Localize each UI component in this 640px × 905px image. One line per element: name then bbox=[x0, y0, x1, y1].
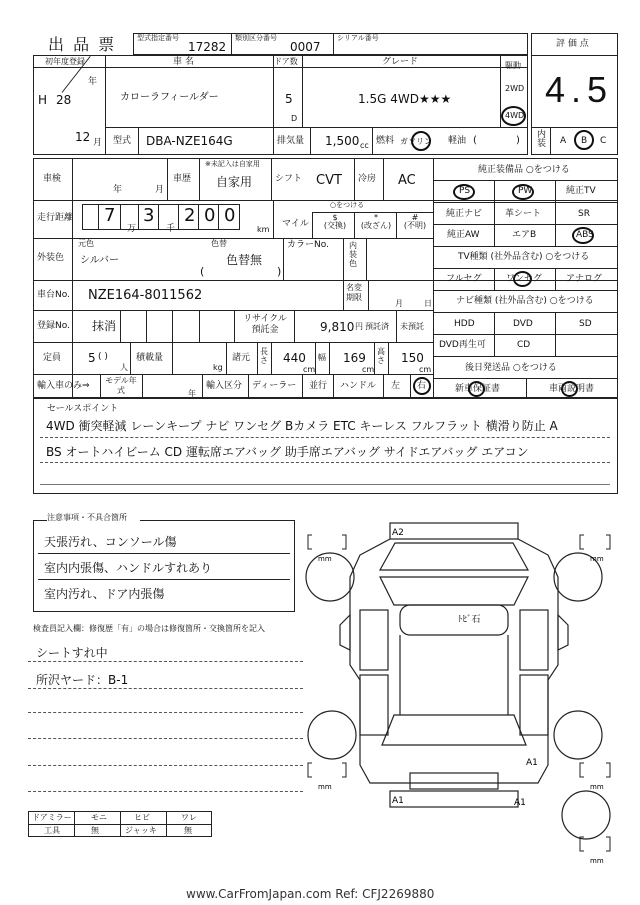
color-orig: シルバー bbox=[80, 255, 120, 266]
mirror-right bbox=[558, 615, 568, 650]
diagram-a1-br: A1 bbox=[514, 798, 526, 808]
reg-label: 登録No. bbox=[37, 321, 70, 331]
door-rl bbox=[360, 675, 388, 735]
import-year-unit: 年 bbox=[188, 389, 196, 398]
shaken-label: 車検 bbox=[43, 174, 62, 184]
interior-a: A bbox=[560, 136, 567, 146]
tools-label: 工具 bbox=[44, 826, 60, 835]
model-cert-label: 型式指定番号 bbox=[137, 34, 179, 42]
mirror-left bbox=[340, 615, 350, 650]
door-fr bbox=[520, 610, 548, 670]
history-value: 自家用 bbox=[216, 175, 253, 189]
score-label: 評 価 点 bbox=[556, 39, 589, 49]
cap-value: 5 bbox=[88, 351, 96, 365]
color-change: 色替無 bbox=[226, 253, 263, 267]
diagram-a1-right: A1 bbox=[526, 758, 538, 768]
mm-rr: mm bbox=[590, 783, 604, 791]
equip-ps-circle bbox=[453, 184, 475, 200]
notes-line-2: 室内内張傷、ハンドルすれあり bbox=[44, 561, 213, 575]
diagram-a2: A2 bbox=[392, 528, 404, 538]
drive-label: 駆動 bbox=[505, 61, 521, 70]
hei-label: 高さ bbox=[377, 347, 385, 365]
inspector-line-1: シートすれ中 bbox=[36, 646, 108, 660]
shaken-year-unit: 年 bbox=[113, 185, 123, 195]
history-note: ※未記入は自家用 bbox=[205, 160, 260, 168]
dvd-value: CD bbox=[517, 340, 531, 350]
import-dealer: ディーラー bbox=[252, 381, 297, 391]
dvd-label: DVD再生可 bbox=[439, 340, 486, 350]
ac-label: 冷房 bbox=[358, 174, 377, 184]
load-kg: kg bbox=[213, 363, 223, 372]
history-label: 車歴 bbox=[173, 174, 192, 184]
mm-spare: mm bbox=[590, 857, 604, 865]
rear-bumper bbox=[390, 791, 518, 807]
sales-label: セールスポイント bbox=[47, 404, 119, 414]
warranty-circle bbox=[468, 381, 485, 397]
front-body bbox=[350, 539, 558, 783]
interior-b: B bbox=[581, 136, 588, 146]
mileage-label: 走行距離 bbox=[37, 213, 74, 223]
front-bumper bbox=[390, 523, 518, 539]
disp-label: 排気量 bbox=[277, 136, 305, 146]
mileage-km: km bbox=[257, 225, 270, 234]
first-reg-year-unit: 年 bbox=[88, 77, 98, 87]
mm-fl: mm bbox=[318, 555, 332, 563]
interior-b-circle bbox=[574, 130, 594, 150]
fuel-label: 燃料 bbox=[376, 136, 395, 146]
model-year-label: モデル年式 bbox=[105, 376, 137, 395]
door-fl bbox=[360, 610, 388, 670]
import-kind-label: 輸入区分 bbox=[206, 381, 243, 391]
door-type: D bbox=[291, 114, 298, 123]
import-label: 輸入車のみ⇒ bbox=[37, 381, 90, 391]
equip-tv: 純正TV bbox=[566, 186, 596, 196]
mileage-man: 万 bbox=[127, 224, 137, 234]
recycle-label: リサイクル預託金 bbox=[243, 314, 287, 335]
recycle-deposited: 預託済 bbox=[365, 322, 389, 331]
color-orig-label: 元色 bbox=[78, 239, 94, 248]
equip-sr: SR bbox=[578, 209, 590, 219]
drive-2wd: 2WD bbox=[505, 84, 525, 93]
mirror-label: ドアミラー bbox=[32, 813, 72, 822]
wid-label: 幅 bbox=[318, 353, 326, 362]
interior-label: 内装 bbox=[537, 130, 547, 149]
shift-value: CVT bbox=[316, 173, 342, 188]
mileage-digit-2: 3 bbox=[143, 205, 155, 226]
interior-c: C bbox=[600, 136, 607, 146]
mileage-sen: 千 bbox=[166, 224, 176, 234]
hei-value: 150 bbox=[401, 351, 424, 365]
equip-pw-circle bbox=[512, 184, 534, 200]
watermark: www.CarFromJapan.com Ref: CFJ2269880 bbox=[186, 887, 435, 901]
break-label: ワレ bbox=[181, 813, 197, 822]
wheel-rr bbox=[554, 711, 602, 759]
equip-airbag: エアB bbox=[512, 230, 537, 240]
first-reg-year: 28 bbox=[56, 93, 72, 107]
sales-line-2: BS オートハイビーム CD 運転席エアバッグ 助手席エアバッグ サイドエアバッグ エアコン bbox=[46, 445, 529, 459]
page-title: 出 品 票 bbox=[48, 35, 117, 54]
mileage-exchange: $ (交換) bbox=[323, 213, 347, 230]
tv-fullseg: フルセグ bbox=[446, 274, 482, 284]
car-diagram bbox=[300, 515, 620, 875]
tv-oneseg: ワンセグ bbox=[506, 274, 543, 284]
mm-rl: mm bbox=[318, 783, 332, 791]
doors-value: 5 bbox=[285, 92, 293, 106]
len-label: 長さ bbox=[260, 347, 268, 365]
car-name-value: カローラフィールダー bbox=[120, 92, 219, 103]
notes-line-1: 天張汚れ、コンソール傷 bbox=[44, 535, 177, 549]
color-no-label: カラーNo. bbox=[287, 240, 329, 250]
len-cm: cm bbox=[303, 365, 316, 374]
first-reg-label: 初年度登録 bbox=[45, 57, 85, 66]
fuel-paren-open: ( bbox=[473, 135, 477, 146]
handle-right-circle bbox=[413, 377, 431, 395]
inspector-label: 検査員記入欄：修復歴「有」の場合は修復箇所・交換箇所を記入 bbox=[33, 624, 265, 633]
equip-abs-circle bbox=[572, 227, 594, 244]
first-reg-era: H bbox=[38, 93, 48, 107]
chassis-label: 車台No. bbox=[37, 290, 70, 300]
warranty: 新車保証書 bbox=[455, 384, 501, 394]
wid-cm: cm bbox=[362, 365, 375, 374]
color-paren-open: ( bbox=[200, 265, 205, 278]
tv-analog: アナログ bbox=[566, 274, 603, 284]
inspector-line-2: 所沢ヤード：B-1 bbox=[36, 673, 129, 687]
fuel-gas: ガソリン bbox=[400, 137, 432, 146]
roof bbox=[400, 605, 508, 635]
cap-paren: ( ) bbox=[98, 352, 108, 362]
drive-4wd: 4WD bbox=[505, 111, 525, 120]
diagram-a1-bl: A1 bbox=[392, 796, 404, 806]
tv-label: TV種類 (社外品含む) ○をつける bbox=[458, 252, 590, 262]
model-code: DBA-NZE164G bbox=[146, 134, 233, 148]
type-label: 型式 bbox=[113, 136, 132, 146]
cap-label: 定員 bbox=[43, 353, 62, 363]
mirror-value: モニ bbox=[91, 813, 107, 822]
spare-tire bbox=[562, 791, 610, 839]
doors-label: ドア数 bbox=[274, 57, 298, 66]
score-value: 4.5 bbox=[545, 69, 614, 110]
manual: 車両説明書 bbox=[549, 384, 595, 394]
notes-label: 注意事項・不具合箇所 bbox=[47, 513, 127, 522]
after-label: 後日発送品 ○をつける bbox=[465, 363, 557, 373]
fuel-paren-close: ) bbox=[516, 135, 520, 146]
cap-person: 人 bbox=[120, 363, 128, 372]
std-equip-label: 純正装備品 ○をつける bbox=[478, 165, 570, 175]
car-name-label: 車 名 bbox=[173, 57, 194, 67]
equip-navi: 純正ナビ bbox=[446, 209, 483, 219]
mm-fr: mm bbox=[590, 555, 604, 563]
mileage-digit-1: 7 bbox=[104, 205, 116, 226]
shift-label: シフト bbox=[275, 174, 303, 184]
mileage-digit-4: 0 bbox=[204, 205, 216, 226]
door-rr bbox=[520, 675, 548, 735]
rear-glass bbox=[382, 715, 526, 745]
fuel-diesel: 軽油 bbox=[448, 136, 467, 146]
recycle-not-deposited: 未預託 bbox=[400, 322, 424, 331]
drive-4wd-circle bbox=[501, 106, 526, 126]
expiry-month: 月 bbox=[395, 299, 403, 308]
equip-abs: ABS bbox=[576, 230, 594, 240]
shaken-month-unit: 月 bbox=[155, 185, 165, 195]
handle-left: 左 bbox=[391, 381, 401, 391]
color-paren-close: ) bbox=[277, 265, 282, 278]
recycle-yen: 円 bbox=[355, 322, 363, 331]
cc-unit: cc bbox=[360, 141, 369, 150]
tools-value: 無 bbox=[91, 826, 99, 835]
color-change-label: 色替 bbox=[211, 239, 227, 248]
mileage-digit-5: 0 bbox=[224, 205, 236, 226]
equip-ps: PS bbox=[459, 186, 471, 196]
notes-line-3: 室内汚れ、ドア内張傷 bbox=[44, 587, 165, 601]
import-parallel: 並行 bbox=[309, 381, 328, 391]
hood bbox=[380, 543, 528, 570]
navi-dvd: DVD bbox=[513, 319, 533, 329]
jack-value: 無 bbox=[184, 826, 192, 835]
color-label: 外装色 bbox=[37, 253, 65, 263]
handle-label: ハンドル bbox=[340, 381, 377, 391]
recycle-value: 9,810 bbox=[320, 320, 355, 334]
expiry-day: 日 bbox=[424, 299, 432, 308]
load-label: 積載量 bbox=[136, 353, 164, 363]
mileage-altered: * (改ざん) bbox=[360, 213, 392, 230]
first-reg-month: 12 bbox=[75, 130, 91, 144]
mileage-unknown: # (不明) bbox=[403, 213, 427, 230]
sales-line-1: 4WD 衝突軽減 レーンキープ ナビ ワンセグ Bカメラ ETC キーレス フルフラット 横滑り防止 A bbox=[46, 419, 558, 433]
reg-value: 抹消 bbox=[92, 319, 117, 333]
class-value: 0007 bbox=[290, 40, 321, 54]
hei-cm: cm bbox=[419, 365, 432, 374]
grade-value: 1.5G 4WD★★★ bbox=[358, 92, 452, 106]
navi-label: ナビ種類 (社外品含む) ○をつける bbox=[456, 296, 594, 306]
jack-label: ジャッキ bbox=[125, 826, 157, 835]
manual-circle bbox=[561, 381, 578, 397]
serial-label: シリアル番号 bbox=[337, 34, 379, 42]
crack-label: ヒビ bbox=[134, 813, 150, 822]
len-value: 440 bbox=[283, 351, 306, 365]
dims-label: 諸元 bbox=[232, 353, 251, 363]
ac-value: AC bbox=[398, 173, 416, 188]
equip-pw: PW bbox=[518, 186, 533, 196]
windshield bbox=[380, 577, 528, 605]
chassis-value: NZE164-8011562 bbox=[88, 288, 203, 303]
mileage-mile: マイル bbox=[282, 219, 309, 229]
diagram-stone: ﾄﾋﾞ石 bbox=[458, 615, 481, 625]
trunk bbox=[410, 773, 498, 789]
model-cert-value: 17282 bbox=[188, 40, 227, 54]
navi-hdd: HDD bbox=[454, 319, 475, 329]
equip-aw: 純正AW bbox=[447, 230, 480, 240]
first-reg-month-unit: 月 bbox=[93, 138, 103, 148]
interior-color-label: 内装色 bbox=[349, 241, 357, 268]
expiry-label: 名変期限 bbox=[346, 283, 362, 302]
mileage-digit-3: 2 bbox=[184, 205, 196, 226]
equip-leather: 革シート bbox=[505, 209, 542, 219]
displacement: 1,500 bbox=[325, 134, 360, 148]
mileage-circle-note: ○をつける bbox=[330, 201, 365, 209]
wid-value: 169 bbox=[343, 351, 366, 365]
grade-label: グレード bbox=[382, 57, 419, 67]
handle-right: 右 bbox=[417, 381, 427, 391]
fuel-gas-circle bbox=[411, 131, 431, 151]
wheel-rl bbox=[308, 711, 356, 759]
navi-sd: SD bbox=[579, 319, 592, 329]
class-label: 類別区分番号 bbox=[235, 34, 277, 42]
tv-oneseg-circle bbox=[513, 271, 532, 287]
